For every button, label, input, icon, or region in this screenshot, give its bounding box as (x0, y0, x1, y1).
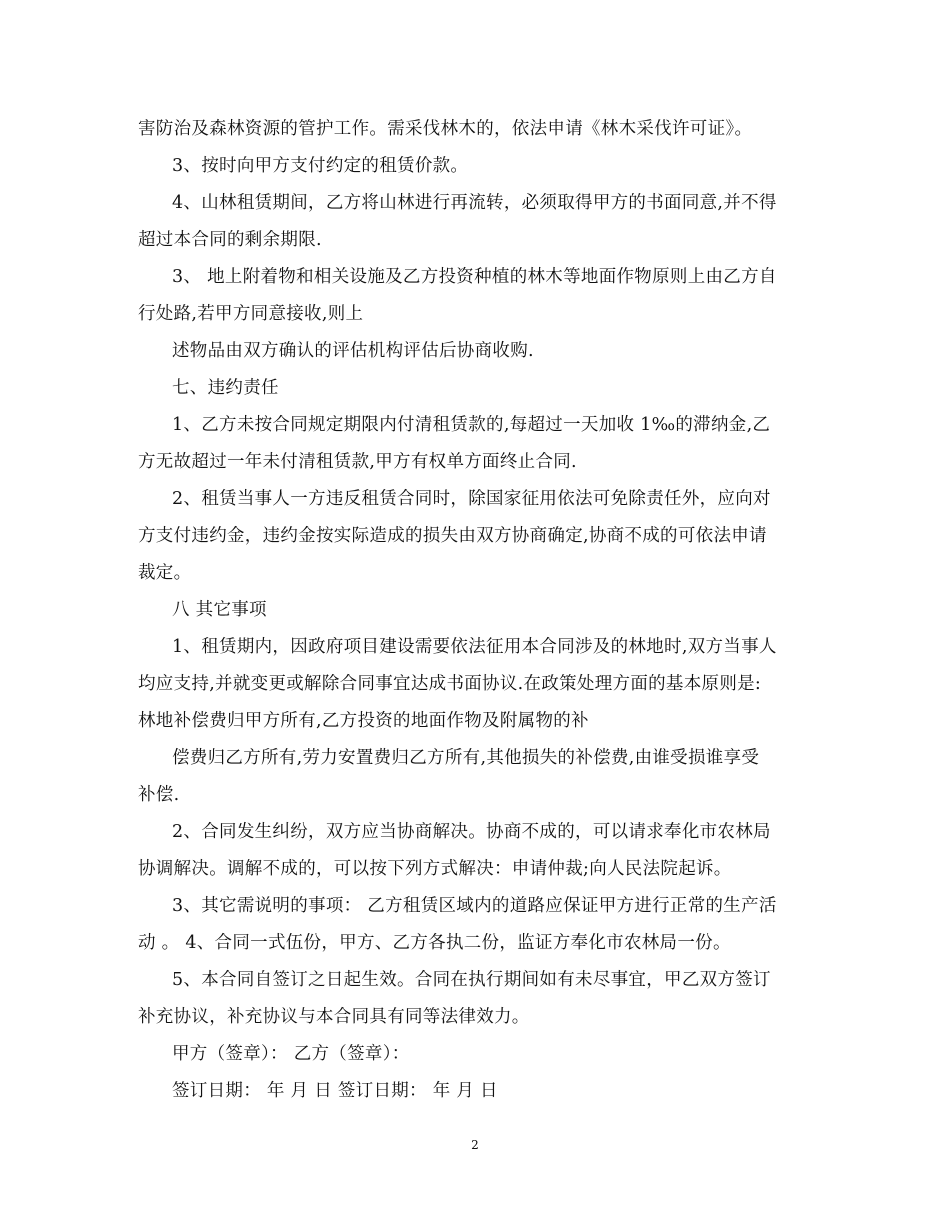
paragraph-line: 2、合同发生纠纷，双方应当协商解决。协商不成的，可以请求奉化市农林局 (172, 822, 771, 842)
paragraph-line: 述物品由双方确认的评估机构评估后协商收购. (172, 341, 534, 361)
signature-line: 甲方（签章）： 乙方（签章）： (172, 1044, 410, 1064)
paragraph-line: 3、按时向甲方支付约定的租赁价款。 (172, 156, 469, 176)
page-number: 2 (471, 1138, 479, 1152)
paragraph-line: 均应支持,并就变更或解除合同事宜达成书面协议.在政策处理方面的基本原则是: (138, 674, 762, 694)
signing-date-line: 签订日期： 年 月 日 签订日期： 年 月 日 (172, 1081, 498, 1101)
paragraph-line: 超过本合同的剩余期限. (138, 230, 322, 250)
paragraph-line: 方无故超过一年未付清租赁款,甲方有权单方面终止合同. (138, 452, 577, 472)
paragraph-line: 动 。 4、合同一式伍份，甲方、乙方各执二份，监证方奉化市农林局一份。 (138, 933, 731, 953)
section-heading: 七、违约责任 (172, 378, 279, 398)
paragraph-line: 5、本合同自签订之日起生效。合同在执行期间如有未尽事宜，甲乙双方签订 (172, 970, 771, 990)
paragraph-line: 3、其它需说明的事项： 乙方租赁区域内的道路应保证甲方进行正常的生产活 (172, 896, 777, 916)
paragraph-line: 裁定。 (138, 563, 192, 583)
paragraph-line: 补充协议，补充协议与本合同具有同等法律效力。 (138, 1007, 530, 1027)
contract-body (138, 111, 818, 1110)
paragraph-line: 3、 地上附着物和相关设施及乙方投资种植的林木等地面作物原则上由乙方自 (172, 267, 777, 287)
paragraph-line: 2、租赁当事人一方违反租赁合同时，除国家征用依法可免除责任外，应向对 (172, 489, 771, 509)
paragraph-line: 1、乙方未按合同规定期限内付清租赁款的,每超过一天加收 1‰的滞纳金,乙 (172, 415, 771, 435)
paragraph-line: 害防治及森林资源的管护工作。需采伐林木的，依法申请《林木采伐许可证》。 (138, 119, 753, 139)
paragraph-line: 补偿. (138, 785, 180, 805)
paragraph-line: 方支付违约金，违约金按实际造成的损失由双方协商确定,协商不成的可依法申请 (138, 526, 767, 546)
paragraph-line: 林地补偿费归甲方所有,乙方投资的地面作物及附属物的补 (138, 711, 589, 731)
section-heading: 八 其它事项 (172, 600, 267, 620)
paragraph-line: 1、租赁期内，因政府项目建设需要依法征用本合同涉及的林地时,双方当事人 (172, 637, 777, 657)
paragraph-line: 偿费归乙方所有,劳力安置费归乙方所有,其他损失的补偿费,由谁受损谁享受 (172, 748, 760, 768)
paragraph-line: 行处路,若甲方同意接收,则上 (138, 304, 364, 324)
paragraph-line: 协调解决。调解不成的，可以按下列方式解决：申请仲裁;向人民法院起诉。 (138, 859, 732, 879)
paragraph-line: 4、山林租赁期间，乙方将山林进行再流转，必须取得甲方的书面同意,并不得 (172, 193, 777, 213)
